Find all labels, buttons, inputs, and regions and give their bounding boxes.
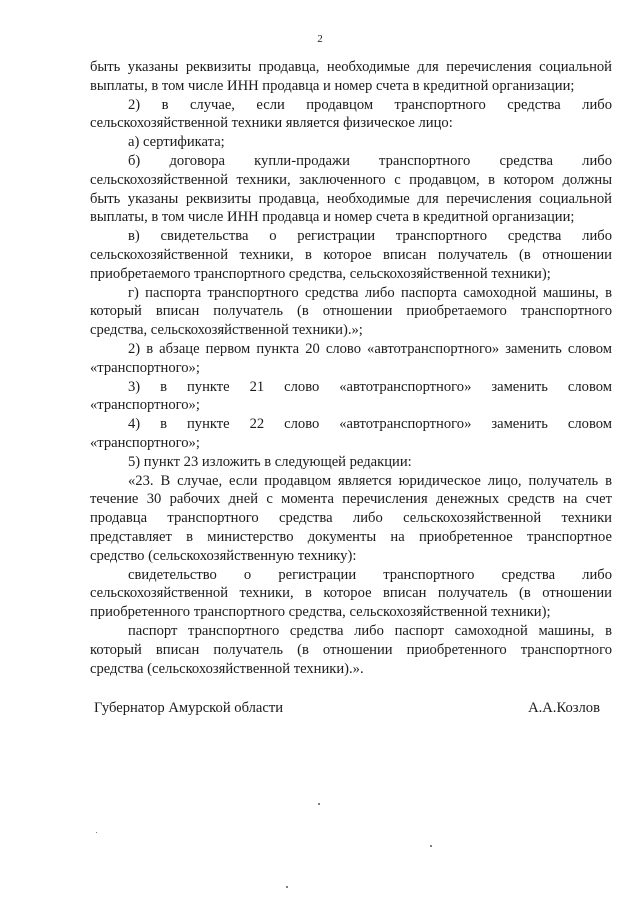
text-line: а) сертификата; xyxy=(128,134,225,151)
text-line: б) договора купли-продажи транспортного средства либо xyxy=(128,152,612,169)
signature-block xyxy=(94,698,600,718)
text-line: в) свидетельства о регистрации транспортного средства либо xyxy=(128,228,612,245)
document-body xyxy=(90,58,612,678)
page-number: 2 xyxy=(317,33,323,45)
scan-speck xyxy=(430,845,432,847)
text-line: сельскохозяйственной техники, в которое вписан получатель (в отношении xyxy=(90,246,612,263)
scan-speck xyxy=(96,832,97,833)
text-line: г) паспорта транспортного средства либо паспорта самоходной машины, в xyxy=(128,284,612,301)
text-line: который вписан получатель (в отношении приобретенного транспортного xyxy=(90,641,612,658)
text-line: средства, сельскохозяйственной техники).»; xyxy=(90,322,363,339)
text-line: выплаты, в том числе ИНН продавца и номер счета в кредитной организации; xyxy=(90,77,575,94)
signatory-name: А.А.Козлов xyxy=(528,700,600,716)
text-line: средства (сельскохозяйственной техники).». xyxy=(90,660,364,677)
text-line: «транспортного»; xyxy=(90,434,200,451)
text-line: 2) в абзаце первом пункта 20 слово «автотранспортного» заменить словом xyxy=(128,340,612,357)
text-line: продавца транспортного средства либо сельскохозяйственной техники xyxy=(90,510,612,527)
text-line: 2) в случае, если продавцом транспортного средства либо xyxy=(128,96,612,113)
text-line: сельскохозяйственной техники, в которое вписан получатель (в отношении xyxy=(90,585,612,602)
text-line: сельскохозяйственной техники является физическое лицо: xyxy=(90,115,453,132)
text-line: средство (сельскохозяйственную технику): xyxy=(90,547,357,564)
text-line: представляет в министерство документы на приобретенное транспортное xyxy=(90,528,612,545)
text-line: свидетельство о регистрации транспортного средства либо xyxy=(128,566,612,583)
text-line: 3) в пункте 21 слово «автотранспортного» заменить словом xyxy=(128,378,612,395)
signatory-position: Губернатор Амурской области xyxy=(94,700,284,716)
text-line: быть указаны реквизиты продавца, необходимые для перечисления социальной xyxy=(90,190,612,207)
scan-speck xyxy=(318,803,320,805)
text-line: выплаты, в том числе ИНН продавца и номер счета в кредитной организации; xyxy=(90,209,575,226)
text-line: «23. В случае, если продавцом является юридическое лицо, получатель в xyxy=(128,472,612,489)
scan-speck xyxy=(286,886,288,888)
text-line: быть указаны реквизиты продавца, необходимые для перечисления социальной xyxy=(90,59,612,75)
text-line: «транспортного»; xyxy=(90,397,200,414)
text-line: 5) пункт 23 изложить в следующей редакции: xyxy=(128,453,412,470)
text-line: течение 30 рабочих дней с момента перечисления денежных средств на счет xyxy=(90,491,612,508)
text-line: «транспортного»; xyxy=(90,359,200,376)
text-line: сельскохозяйственной техники, заключенного с продавцом, в котором должны xyxy=(90,171,612,188)
text-line: приобретаемого транспортного средства, сельскохозяйственной техники); xyxy=(90,265,551,282)
text-line: 4) в пункте 22 слово «автотранспортного» заменить словом xyxy=(128,416,612,433)
text-line: который вписан получатель (в отношении приобретаемого транспортного xyxy=(90,303,612,320)
text-line: паспорт транспортного средства либо паспорт самоходной машины, в xyxy=(128,622,612,639)
text-line: приобретенного транспортного средства, сельскохозяйственной техники); xyxy=(90,604,551,621)
